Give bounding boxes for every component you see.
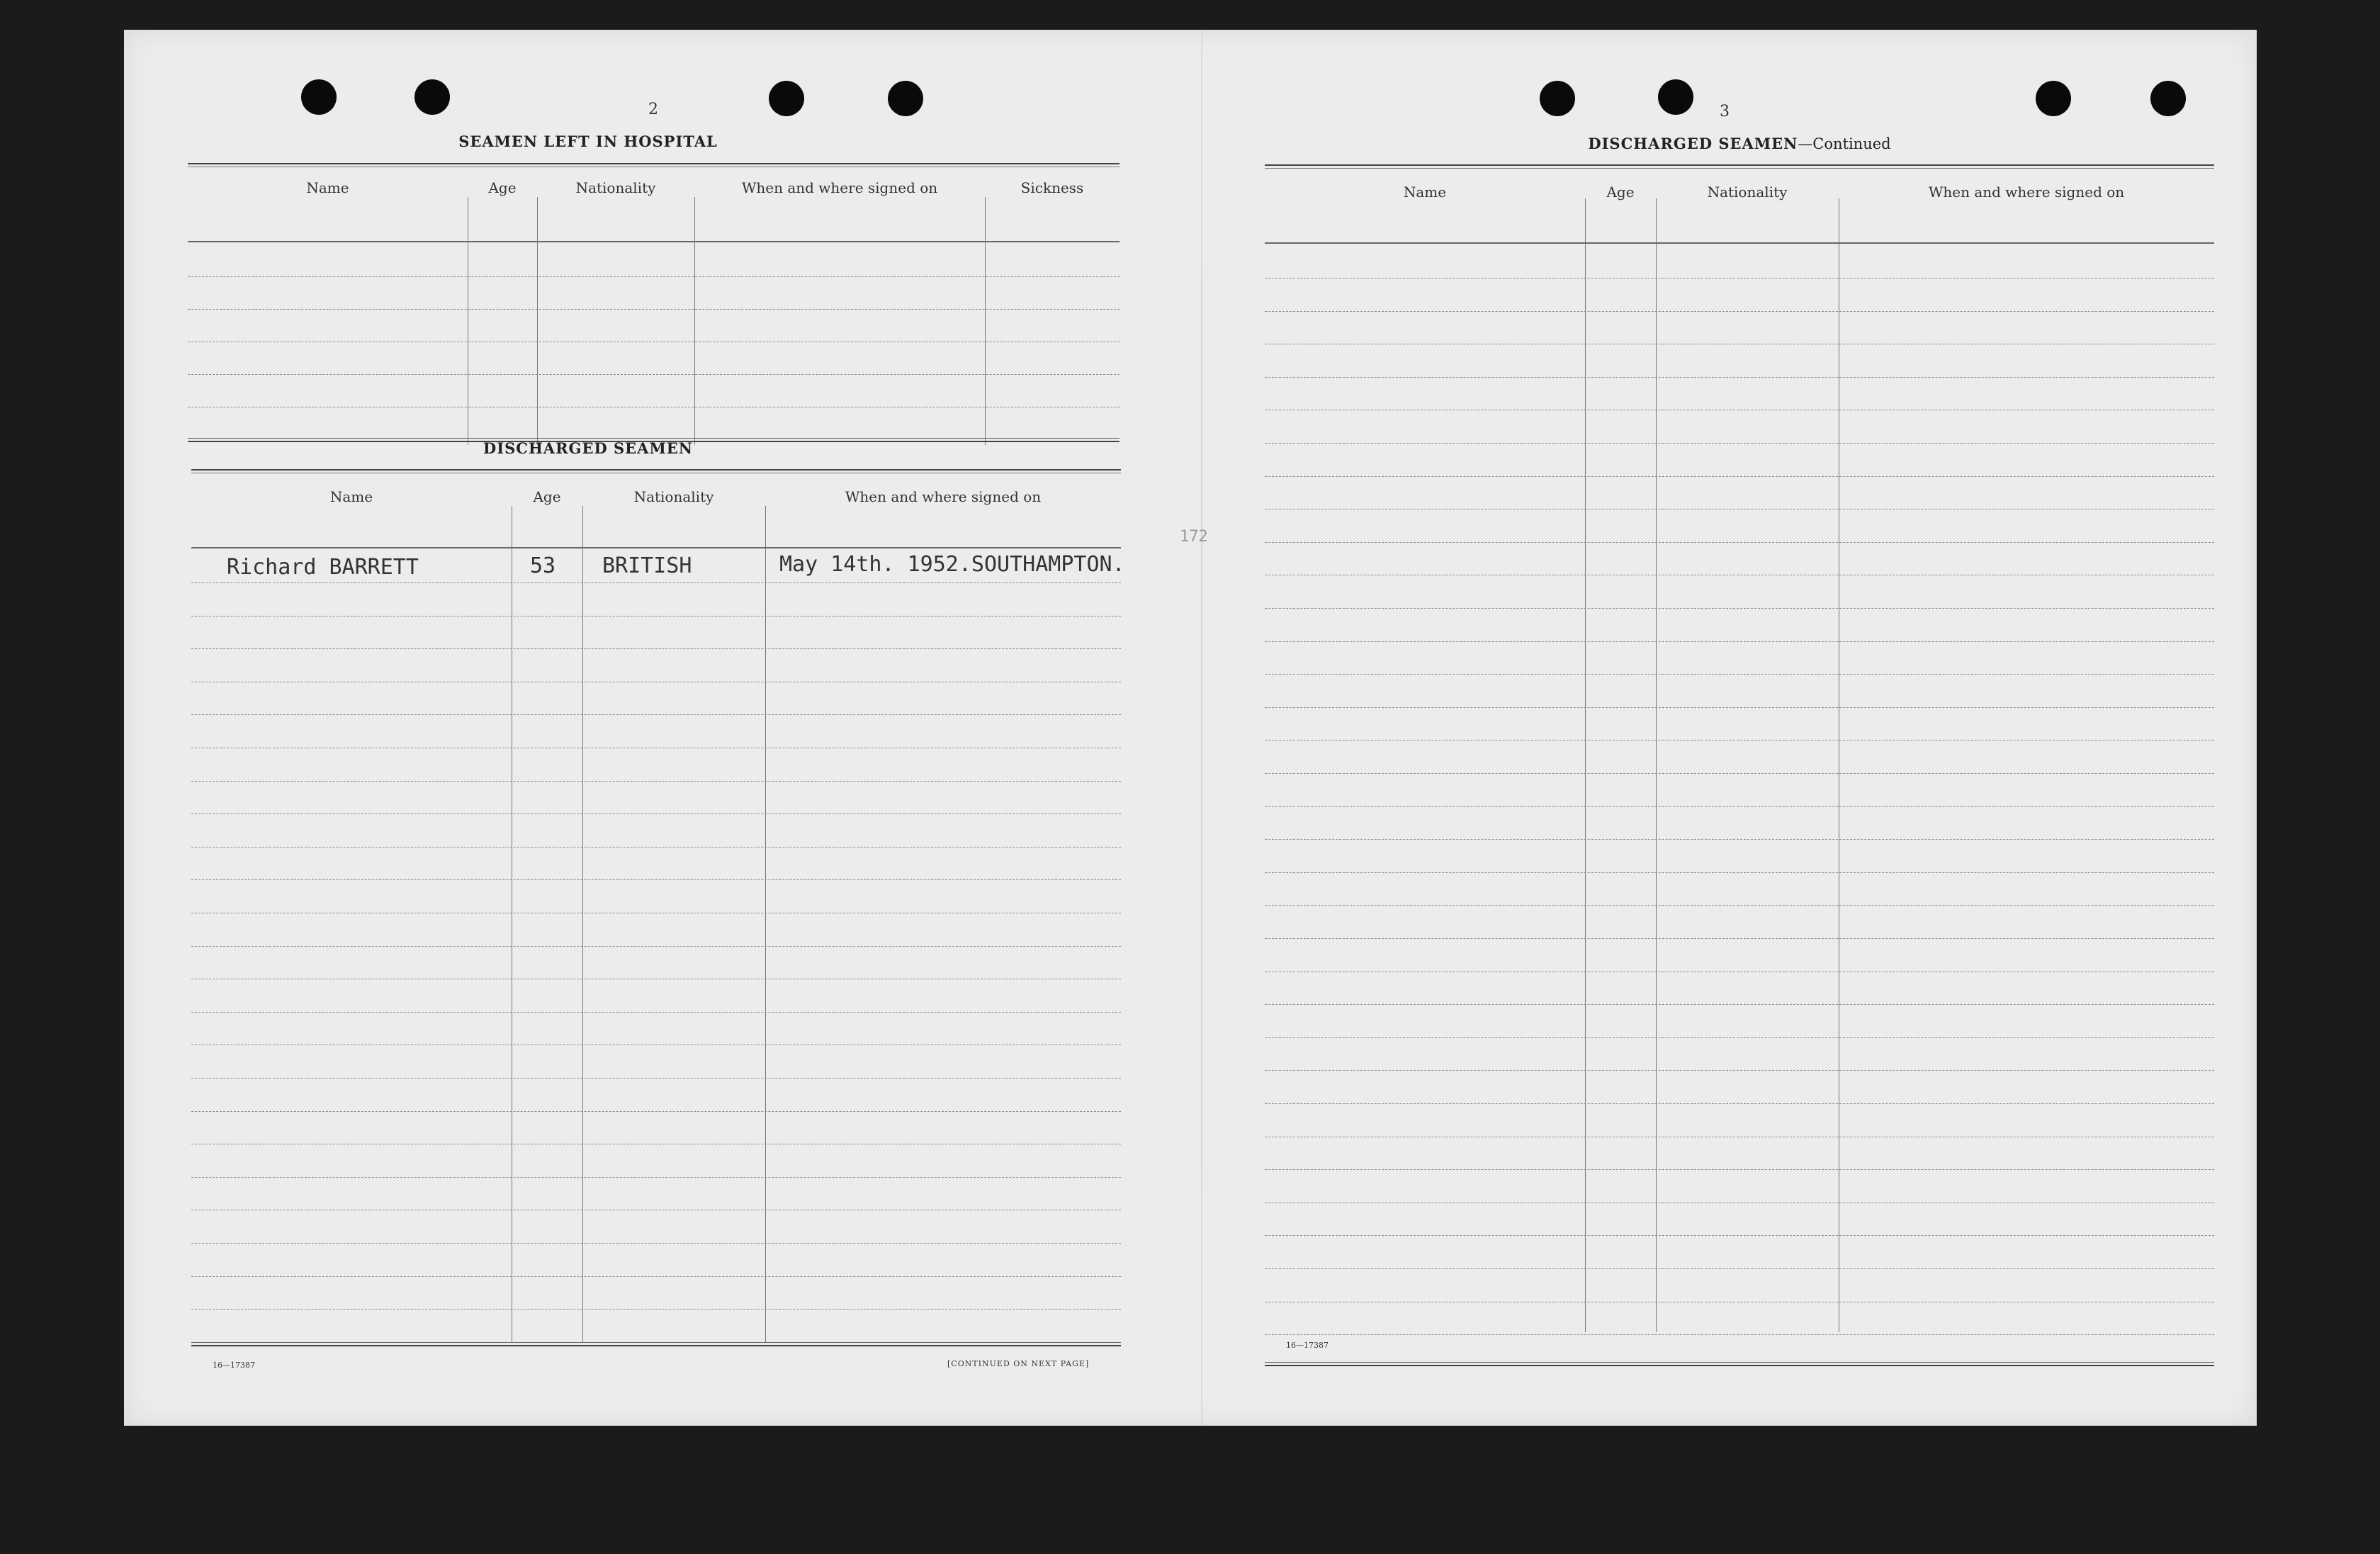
section-title-text: DISCHARGED SEAMEN bbox=[1588, 135, 1798, 152]
seaman-signed-on: May 14th. 1952.SOUTHAMPTON. bbox=[779, 552, 1125, 577]
column-header-name: Name bbox=[306, 179, 349, 196]
margin-mark: 172 bbox=[1180, 528, 1208, 546]
punch-hole bbox=[414, 79, 450, 115]
continued-note: [CONTINUED ON NEXT PAGE] bbox=[947, 1359, 1090, 1368]
row-line bbox=[1265, 740, 2214, 741]
row-line bbox=[188, 309, 1119, 310]
table-top-rule bbox=[191, 469, 1121, 473]
row-line bbox=[1265, 476, 2214, 477]
row-line bbox=[1265, 1037, 2214, 1038]
discharged-section-title: DISCHARGED SEAMEN bbox=[483, 439, 693, 457]
header-rule bbox=[191, 547, 1121, 548]
row-line bbox=[1265, 839, 2214, 840]
column-divider bbox=[694, 197, 695, 445]
row-line bbox=[191, 813, 1121, 814]
column-header-age: Age bbox=[1606, 184, 1635, 201]
table-row bbox=[191, 551, 1125, 583]
row-line bbox=[1265, 905, 2214, 906]
row-line bbox=[191, 1111, 1121, 1112]
row-line bbox=[1265, 542, 2214, 543]
row-line bbox=[191, 1177, 1121, 1178]
hospital-table bbox=[188, 163, 1119, 450]
table-top-rule bbox=[188, 163, 1119, 167]
punch-hole bbox=[888, 81, 923, 116]
column-header-signed-on: When and where signed on bbox=[1928, 184, 2125, 201]
row-line bbox=[1265, 773, 2214, 774]
section-title-suffix: —Continued bbox=[1798, 135, 1891, 152]
punch-hole bbox=[1658, 79, 1693, 115]
column-header-name: Name bbox=[1403, 184, 1447, 201]
page-number-right: 3 bbox=[1720, 103, 1730, 120]
row-line bbox=[191, 781, 1121, 782]
column-divider bbox=[1585, 198, 1586, 1332]
row-line bbox=[1265, 938, 2214, 939]
row-line bbox=[1265, 674, 2214, 675]
column-divider bbox=[537, 197, 538, 445]
table-bottom-rule bbox=[1265, 1362, 2214, 1366]
continued-header-row bbox=[1265, 174, 2214, 210]
punch-hole bbox=[769, 81, 804, 116]
column-divider bbox=[765, 506, 766, 1342]
row-line bbox=[1265, 377, 2214, 378]
row-line bbox=[191, 879, 1121, 880]
column-header-nationality: Nationality bbox=[633, 488, 714, 505]
form-number-right: 16—17387 bbox=[1286, 1341, 1329, 1350]
column-header-signed-on: When and where signed on bbox=[741, 179, 938, 196]
row-line bbox=[188, 276, 1119, 277]
header-rule bbox=[188, 241, 1119, 242]
header-rule bbox=[1265, 242, 2214, 244]
row-line bbox=[1265, 641, 2214, 642]
column-divider bbox=[985, 197, 986, 445]
hospital-section-title: SEAMEN LEFT IN HOSPITAL bbox=[458, 133, 718, 150]
row-line bbox=[1265, 806, 2214, 807]
row-line bbox=[1265, 1235, 2214, 1236]
row-line bbox=[1265, 311, 2214, 312]
row-line bbox=[191, 714, 1121, 715]
row-line bbox=[1265, 1334, 2214, 1335]
row-line bbox=[1265, 1004, 2214, 1005]
discharged-continued-table bbox=[1265, 164, 2214, 1341]
form-number-left: 16—17387 bbox=[213, 1361, 255, 1370]
row-line bbox=[188, 374, 1119, 375]
row-line bbox=[191, 946, 1121, 947]
row-line bbox=[1265, 1268, 2214, 1269]
punch-hole bbox=[2150, 81, 2186, 116]
row-line bbox=[191, 1078, 1121, 1079]
row-line bbox=[191, 648, 1121, 649]
column-header-age: Age bbox=[533, 488, 561, 505]
column-header-age: Age bbox=[488, 179, 517, 196]
hospital-header-row bbox=[188, 170, 1119, 205]
row-line bbox=[1265, 1169, 2214, 1170]
row-line bbox=[191, 847, 1121, 848]
row-line bbox=[1265, 608, 2214, 609]
punch-hole bbox=[1540, 81, 1575, 116]
discharged-header-row bbox=[191, 479, 1121, 514]
column-header-nationality: Nationality bbox=[575, 179, 656, 196]
discharged-table bbox=[191, 469, 1125, 1355]
page-number-left: 2 bbox=[648, 101, 658, 118]
table-bottom-rule bbox=[191, 1342, 1121, 1346]
row-line bbox=[191, 1309, 1121, 1310]
row-line bbox=[191, 1012, 1121, 1013]
seaman-age: 53 bbox=[530, 553, 556, 578]
punch-hole bbox=[2036, 81, 2071, 116]
row-line bbox=[191, 1243, 1121, 1244]
table-top-rule bbox=[1265, 164, 2214, 169]
seaman-nationality: BRITISH bbox=[602, 553, 692, 578]
row-line bbox=[1265, 707, 2214, 708]
column-divider bbox=[1656, 198, 1657, 1332]
discharged-continued-title bbox=[1265, 135, 2214, 152]
row-line bbox=[191, 1276, 1121, 1277]
column-header-name: Name bbox=[329, 488, 373, 505]
column-header-nationality: Nationality bbox=[1707, 184, 1788, 201]
punch-hole bbox=[301, 79, 337, 115]
column-divider bbox=[582, 506, 583, 1342]
seaman-name: Richard BARRETT bbox=[227, 555, 419, 580]
row-line bbox=[191, 582, 1121, 583]
column-header-signed-on: When and where signed on bbox=[845, 488, 1042, 505]
row-line bbox=[1265, 1070, 2214, 1071]
row-line bbox=[1265, 443, 2214, 444]
row-line bbox=[1265, 872, 2214, 873]
document-sheet bbox=[124, 30, 2257, 1426]
page-fold bbox=[1201, 30, 1202, 1426]
row-line bbox=[1265, 1103, 2214, 1104]
column-header-sickness: Sickness bbox=[1020, 179, 1084, 196]
